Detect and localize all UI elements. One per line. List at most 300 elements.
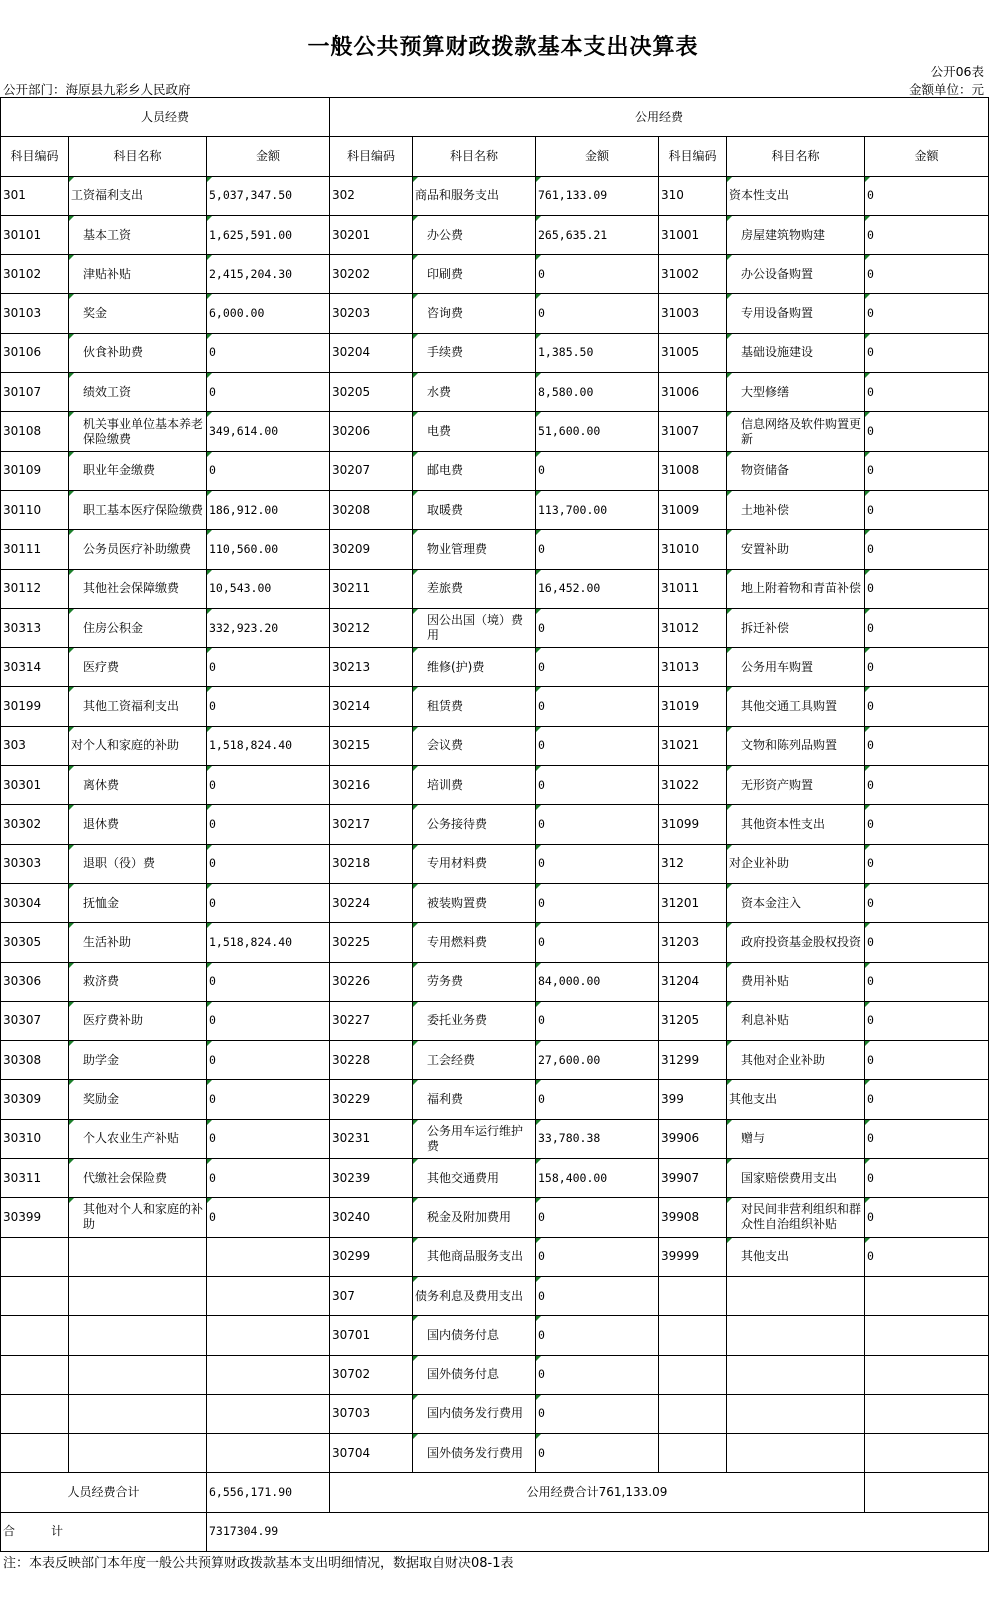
cell-name <box>413 726 536 765</box>
cell-amount <box>207 176 330 215</box>
cell-amount <box>536 687 659 726</box>
cell-text: 印刷费 <box>427 266 464 281</box>
cell-name <box>413 923 536 962</box>
cell-marker-icon <box>413 805 418 810</box>
cell-marker-icon <box>413 687 418 692</box>
cell-name <box>727 608 865 647</box>
cell-amount <box>207 569 330 608</box>
cell-text: 332,923.20 <box>209 620 279 635</box>
cell-code: 30702 <box>330 1355 413 1394</box>
cell-text: 0 <box>867 1052 874 1067</box>
cell-text: 其他交通费用 <box>427 1170 500 1185</box>
cell-name <box>69 451 207 490</box>
cell-text: 奖金 <box>83 306 108 321</box>
cell-code: 39999 <box>659 1237 727 1276</box>
cell-amount <box>536 176 659 215</box>
cell-marker-icon <box>413 530 418 535</box>
cell-marker-icon <box>865 845 870 850</box>
cell-text: 0 <box>209 1170 216 1185</box>
cell-amount <box>207 1159 330 1198</box>
cell-text: 0 <box>867 1170 874 1185</box>
cell-text: 其他社会保障缴费 <box>83 581 180 596</box>
cell-name <box>69 726 207 765</box>
cell-name <box>69 569 207 608</box>
cell-amount <box>865 1001 989 1040</box>
cell-text: 0 <box>538 541 545 556</box>
cell-marker-icon <box>207 687 212 692</box>
public-group-header: 公用经费 <box>330 98 989 137</box>
cell-code: 30211 <box>330 569 413 608</box>
cell-amount <box>207 648 330 687</box>
cell-marker-icon <box>207 177 212 182</box>
cell-marker-icon <box>413 255 418 260</box>
cell-text: 51,600.00 <box>538 424 601 439</box>
cell-text: 0 <box>538 934 545 949</box>
cell-code: 30208 <box>330 490 413 529</box>
cell-marker-icon <box>69 1120 74 1125</box>
cell-marker-icon <box>69 255 74 260</box>
cell-name <box>413 962 536 1001</box>
cell-code: 30308 <box>1 1041 69 1080</box>
cell-marker-icon <box>207 609 212 614</box>
cell-name <box>727 923 865 962</box>
cell-marker-icon <box>207 727 212 732</box>
cell-amount <box>207 883 330 922</box>
cell-text: 0 <box>867 266 874 281</box>
cell-text: 债务利息及费用支出 <box>415 1288 524 1303</box>
cell-code: 31003 <box>659 294 727 333</box>
cell-marker-icon <box>727 727 732 732</box>
cell-name <box>727 766 865 805</box>
cell-text: 工资福利支出 <box>71 188 144 203</box>
cell-text: 其他商品服务支出 <box>427 1249 524 1264</box>
table-row <box>1 1198 989 1237</box>
cell-name <box>727 1434 865 1473</box>
cell-marker-icon <box>536 1198 541 1203</box>
cell-amount <box>536 726 659 765</box>
cell-amount <box>536 1001 659 1040</box>
department-label: 公开部门：海原县九彩乡人民政府 <box>3 82 191 97</box>
cell-name <box>69 412 207 451</box>
cell-code: 30399 <box>1 1198 69 1237</box>
cell-marker-icon <box>69 884 74 889</box>
cell-name <box>69 1316 207 1355</box>
cell-code: 31002 <box>659 255 727 294</box>
cell-text: 大型修缮 <box>741 384 790 399</box>
table-row <box>1 1119 989 1158</box>
cell-code <box>1 1237 69 1276</box>
column-header-name: 科目名称 <box>413 137 536 176</box>
cell-code: 30311 <box>1 1159 69 1198</box>
personnel-total-label: 人员经费合计 <box>1 1473 207 1512</box>
cell-name <box>69 1434 207 1473</box>
cell-code: 30204 <box>330 333 413 372</box>
cell-text: 0 <box>867 699 874 714</box>
cell-amount <box>865 373 989 412</box>
cell-text: 10,543.00 <box>209 581 272 596</box>
cell-text: 0 <box>538 777 545 792</box>
cell-text: 劳务费 <box>427 974 464 989</box>
cell-text: 机关事业单位基本养老保险缴费 <box>83 416 204 446</box>
cell-marker-icon <box>727 216 732 221</box>
cell-amount <box>865 1434 989 1473</box>
cell-code: 30107 <box>1 373 69 412</box>
cell-name <box>69 373 207 412</box>
cell-name <box>69 1119 207 1158</box>
cell-code: 30226 <box>330 962 413 1001</box>
cell-marker-icon <box>865 1002 870 1007</box>
cell-amount <box>207 1394 330 1433</box>
cell-text: 0 <box>538 1288 545 1303</box>
cell-amount <box>207 805 330 844</box>
cell-marker-icon <box>413 334 418 339</box>
cell-code: 30314 <box>1 648 69 687</box>
cell-text: 1,518,824.40 <box>209 738 293 753</box>
cell-code: 30214 <box>330 687 413 726</box>
cell-text: 其他对个人和家庭的补助 <box>83 1202 204 1232</box>
cell-name <box>727 648 865 687</box>
cell-text: 差旅费 <box>427 581 464 596</box>
cell-code: 31299 <box>659 1041 727 1080</box>
cell-marker-icon <box>413 963 418 968</box>
cell-code: 30225 <box>330 923 413 962</box>
cell-name <box>727 333 865 372</box>
expenditure-table <box>0 97 989 1552</box>
cell-code: 30310 <box>1 1119 69 1158</box>
cell-name <box>69 1276 207 1315</box>
cell-text: 利息补贴 <box>741 1013 790 1028</box>
cell-text: 国外债务发行费用 <box>427 1445 524 1460</box>
cell-marker-icon <box>865 530 870 535</box>
cell-name <box>69 1159 207 1198</box>
cell-marker-icon <box>69 766 74 771</box>
cell-marker-icon <box>413 412 418 417</box>
table-row <box>1 883 989 922</box>
cell-amount <box>865 255 989 294</box>
cell-marker-icon <box>536 216 541 221</box>
cell-amount <box>207 766 330 805</box>
cell-code <box>659 1355 727 1394</box>
cell-marker-icon <box>207 845 212 850</box>
cell-code <box>659 1276 727 1315</box>
cell-name <box>413 1355 536 1394</box>
cell-marker-icon <box>727 373 732 378</box>
cell-name <box>69 883 207 922</box>
cell-marker-icon <box>727 294 732 299</box>
cell-name <box>69 844 207 883</box>
cell-marker-icon <box>727 1159 732 1164</box>
cell-text: 咨询费 <box>427 306 464 321</box>
cell-marker-icon <box>207 373 212 378</box>
cell-marker-icon <box>865 609 870 614</box>
cell-marker-icon <box>69 805 74 810</box>
cell-code: 312 <box>659 844 727 883</box>
cell-marker-icon <box>413 1041 418 1046</box>
column-header-code: 科目编码 <box>659 137 727 176</box>
cell-marker-icon <box>69 452 74 457</box>
cell-amount <box>536 608 659 647</box>
cell-marker-icon <box>727 255 732 260</box>
cell-text: 0 <box>538 463 545 478</box>
cell-amount <box>207 1080 330 1119</box>
table-row <box>1 766 989 805</box>
cell-amount <box>207 1041 330 1080</box>
cell-marker-icon <box>69 373 74 378</box>
cell-text: 0 <box>209 699 216 714</box>
cell-marker-icon <box>536 1356 541 1361</box>
cell-code: 30703 <box>330 1394 413 1433</box>
cell-name <box>69 530 207 569</box>
cell-marker-icon <box>413 1395 418 1400</box>
cell-text: 地上附着物和青苗补偿 <box>741 581 862 596</box>
table-row <box>1 412 989 451</box>
table-row <box>1 1001 989 1040</box>
cell-marker-icon <box>536 609 541 614</box>
column-header-row <box>1 137 989 176</box>
cell-marker-icon <box>727 963 732 968</box>
cell-marker-icon <box>727 845 732 850</box>
cell-text: 其他支出 <box>741 1249 790 1264</box>
column-header-name: 科目名称 <box>69 137 207 176</box>
cell-name <box>727 1001 865 1040</box>
table-row <box>1 687 989 726</box>
cell-code: 31005 <box>659 333 727 372</box>
cell-marker-icon <box>207 923 212 928</box>
cell-text: 其他交通工具购置 <box>741 699 838 714</box>
cell-code: 31001 <box>659 215 727 254</box>
table-row <box>1 648 989 687</box>
public-total-label: 公用经费合计761,133.09 <box>330 1473 865 1512</box>
cell-text: 伙食补助费 <box>83 345 144 360</box>
cell-marker-icon <box>207 648 212 653</box>
cell-marker-icon <box>727 1002 732 1007</box>
cell-code: 31201 <box>659 883 727 922</box>
cell-text: 0 <box>538 699 545 714</box>
cell-text: 其他资本性支出 <box>741 816 826 831</box>
page-title: 一般公共预算财政拨款基本支出决算表 <box>307 35 699 60</box>
cell-name <box>413 687 536 726</box>
cell-amount <box>865 1394 989 1433</box>
cell-code: 30231 <box>330 1119 413 1158</box>
empty-cell <box>865 1473 989 1512</box>
cell-text: 0 <box>867 581 874 596</box>
cell-text: 费用补贴 <box>741 974 790 989</box>
cell-text: 0 <box>867 345 874 360</box>
table-row <box>1 962 989 1001</box>
cell-text: 0 <box>209 1013 216 1028</box>
cell-text: 0 <box>538 738 545 753</box>
cell-marker-icon <box>413 294 418 299</box>
table-row <box>1 844 989 883</box>
cell-code: 30199 <box>1 687 69 726</box>
cell-name <box>69 648 207 687</box>
cell-name <box>413 569 536 608</box>
cell-name <box>69 805 207 844</box>
table-row <box>1 1355 989 1394</box>
cell-text: 349,614.00 <box>209 424 279 439</box>
cell-marker-icon <box>536 1238 541 1243</box>
cell-text: 专用燃料费 <box>427 934 488 949</box>
cell-text: 0 <box>209 974 216 989</box>
cell-text: 0 <box>209 1209 216 1224</box>
cell-marker-icon <box>865 216 870 221</box>
cell-amount <box>207 255 330 294</box>
cell-name <box>727 1198 865 1237</box>
cell-name <box>727 530 865 569</box>
cell-text: 0 <box>538 1406 545 1421</box>
cell-marker-icon <box>69 609 74 614</box>
cell-name <box>727 490 865 529</box>
cell-amount <box>207 1434 330 1473</box>
cell-name <box>727 805 865 844</box>
cell-marker-icon <box>536 687 541 692</box>
cell-text: 0 <box>867 777 874 792</box>
cell-amount <box>865 569 989 608</box>
cell-amount <box>207 1198 330 1237</box>
cell-text: 0 <box>867 620 874 635</box>
column-header-amount: 金额 <box>536 137 659 176</box>
table-body <box>1 98 989 1473</box>
grand-total-label: 合 计 <box>1 1512 207 1551</box>
cell-text: 其他支出 <box>729 1092 778 1107</box>
cell-code: 39906 <box>659 1119 727 1158</box>
cell-marker-icon <box>536 1041 541 1046</box>
cell-text: 0 <box>867 659 874 674</box>
cell-marker-icon <box>69 1159 74 1164</box>
cell-text: 助学金 <box>83 1052 120 1067</box>
cell-name <box>727 215 865 254</box>
cell-marker-icon <box>727 570 732 575</box>
cell-amount <box>207 962 330 1001</box>
cell-amount <box>536 1355 659 1394</box>
cell-text: 房屋建筑物购建 <box>741 227 826 242</box>
cell-text: 0 <box>538 1013 545 1028</box>
cell-marker-icon <box>69 963 74 968</box>
table-row <box>1 490 989 529</box>
cell-marker-icon <box>536 1316 541 1321</box>
table-row <box>1 1237 989 1276</box>
cell-marker-icon <box>413 609 418 614</box>
cell-marker-icon <box>413 923 418 928</box>
cell-code: 30701 <box>330 1316 413 1355</box>
cell-text: 0 <box>209 384 216 399</box>
cell-code: 30215 <box>330 726 413 765</box>
cell-name <box>413 805 536 844</box>
cell-code <box>659 1394 727 1433</box>
cell-text: 0 <box>867 1209 874 1224</box>
table-row <box>1 1276 989 1315</box>
cell-marker-icon <box>413 1356 418 1361</box>
cell-marker-icon <box>727 1080 732 1085</box>
cell-marker-icon <box>413 1080 418 1085</box>
cell-marker-icon <box>69 687 74 692</box>
cell-text: 0 <box>538 1092 545 1107</box>
cell-marker-icon <box>413 1434 418 1439</box>
cell-marker-icon <box>536 255 541 260</box>
cell-code: 399 <box>659 1080 727 1119</box>
cell-marker-icon <box>413 648 418 653</box>
cell-amount <box>207 373 330 412</box>
cell-text: 培训费 <box>427 777 464 792</box>
cell-amount <box>865 451 989 490</box>
cell-text: 16,452.00 <box>538 581 601 596</box>
cell-amount <box>865 648 989 687</box>
cell-marker-icon <box>727 884 732 889</box>
table-row <box>1 451 989 490</box>
cell-text: 0 <box>209 895 216 910</box>
cell-name <box>413 1001 536 1040</box>
cell-amount <box>865 1159 989 1198</box>
cell-amount <box>536 215 659 254</box>
cell-amount <box>536 923 659 962</box>
cell-name <box>69 1041 207 1080</box>
cell-name <box>413 490 536 529</box>
cell-text: 办公费 <box>427 227 464 242</box>
cell-marker-icon <box>69 334 74 339</box>
cell-name <box>727 176 865 215</box>
cell-marker-icon <box>207 1198 212 1203</box>
cell-marker-icon <box>865 452 870 457</box>
cell-name <box>69 333 207 372</box>
cell-marker-icon <box>413 1002 418 1007</box>
cell-amount <box>865 1316 989 1355</box>
cell-code: 301 <box>1 176 69 215</box>
cell-amount <box>536 333 659 372</box>
cell-code <box>1 1434 69 1473</box>
cell-amount <box>536 1237 659 1276</box>
cell-text: 绩效工资 <box>83 384 132 399</box>
cell-code: 30203 <box>330 294 413 333</box>
totals-body <box>1 1473 989 1552</box>
cell-name <box>727 255 865 294</box>
table-row <box>1 1159 989 1198</box>
cell-code: 30302 <box>1 805 69 844</box>
cell-amount <box>207 1001 330 1040</box>
cell-marker-icon <box>413 373 418 378</box>
cell-name <box>727 1080 865 1119</box>
cell-text: 0 <box>867 306 874 321</box>
cell-marker-icon <box>727 452 732 457</box>
cell-text: 0 <box>209 856 216 871</box>
cell-amount <box>536 1041 659 1080</box>
cell-code: 31022 <box>659 766 727 805</box>
cell-marker-icon <box>413 1316 418 1321</box>
cell-amount <box>865 1041 989 1080</box>
cell-marker-icon <box>865 923 870 928</box>
cell-marker-icon <box>865 294 870 299</box>
cell-code: 307 <box>330 1276 413 1315</box>
cell-code: 30216 <box>330 766 413 805</box>
cell-marker-icon <box>413 570 418 575</box>
cell-text: 抚恤金 <box>83 895 120 910</box>
cell-amount <box>865 490 989 529</box>
cell-marker-icon <box>865 1198 870 1203</box>
cell-amount <box>536 1119 659 1158</box>
cell-amount <box>536 962 659 1001</box>
cell-text: 0 <box>867 463 874 478</box>
cell-marker-icon <box>727 766 732 771</box>
cell-name <box>69 294 207 333</box>
cell-code: 30108 <box>1 412 69 451</box>
cell-amount <box>865 333 989 372</box>
cell-marker-icon <box>207 1041 212 1046</box>
cell-text: 专用设备购置 <box>741 306 814 321</box>
cell-amount <box>536 805 659 844</box>
cell-code: 30101 <box>1 215 69 254</box>
cell-marker-icon <box>865 805 870 810</box>
cell-marker-icon <box>207 216 212 221</box>
table-code: 公开06表 <box>930 64 984 79</box>
